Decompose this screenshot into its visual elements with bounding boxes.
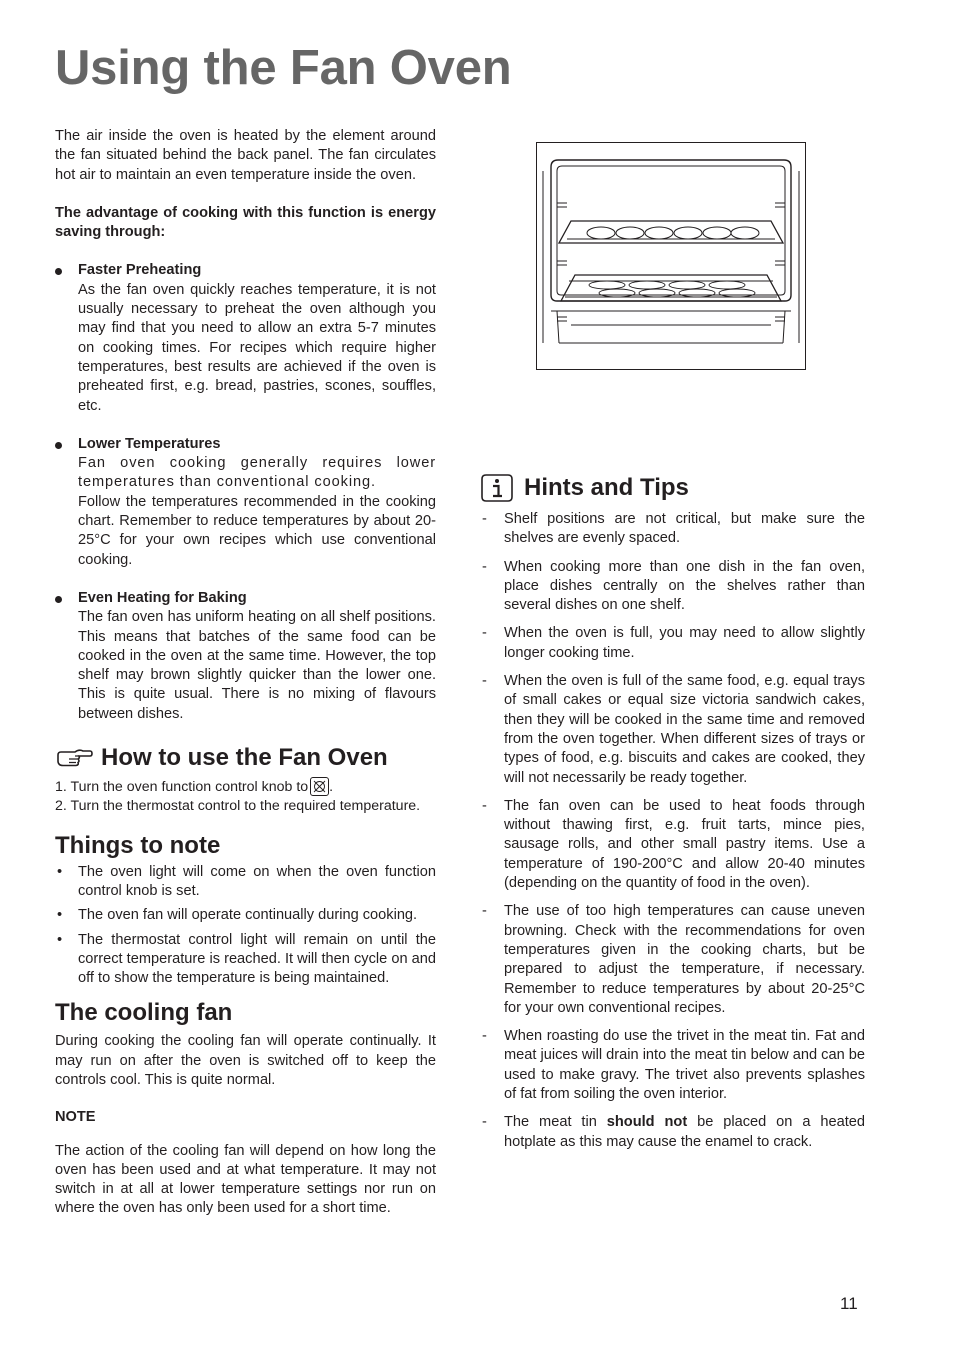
cooling-text: During cooking the cooling fan will operate continually. It may run on after the oven is switched off to keep the controls cool. This is quite normal.	[55, 1033, 436, 1088]
list-item: • The thermostat control light will remain on until the correct temperature is reached. It will then cycle on and off to show the temperature is being maintained.	[57, 931, 436, 987]
note-text: The action of the cooling fan will depend on how long the oven has been used and at what temperature. It may not switch in at all at lower temperature settings nor run on where the oven has only been used for a short time.	[55, 1142, 436, 1217]
advantage-text: The fan oven has uniform heating on all shelf positions. This means that batches of the same food can be cooked in the oven at the same time. However, the top shelf may brown slightly quicker than the lower one. This is quite usual. There is no mixing of flavours between dishes.	[78, 609, 436, 722]
list-item: - Shelf positions are not critical, but make sure the shelves are evenly spaced.	[482, 511, 865, 547]
info-icon	[480, 472, 514, 504]
advantage-text: As the fan oven quickly reaches temperature, it is not usually necessary to preheat the oven although you may find that you need to allow an extra 5-7 minutes on cooking times. For recipes which require higher temperatures, best results are achieved if the oven is preheated first, e.g. bread, pastries, scones, souffles, etc.	[78, 281, 436, 414]
cooling-heading: The cooling fan	[55, 999, 233, 1027]
how-to-steps	[55, 777, 436, 817]
bullet-dot	[55, 442, 62, 449]
advantage-text: Fan oven cooking generally requires lower temperatures than conventional cooking.	[78, 455, 436, 491]
how-to-heading-row	[55, 743, 436, 773]
intro-paragraph: The air inside the oven is heated by the element around the fan situated behind the back panel. The fan circulates hot air to maintain an even temperature inside the oven.	[55, 128, 436, 183]
hints-heading: Hints and Tips	[524, 474, 689, 501]
bullet-dot	[55, 596, 62, 603]
advantage-item	[55, 589, 436, 724]
right-column	[480, 472, 865, 1161]
fan-oven-symbol-icon	[310, 777, 329, 796]
list-item: • The oven light will come on when the oven function control knob is set.	[57, 863, 436, 899]
list-item: - When the oven is full of the same food, e.g. equal trays of small cakes or equal size victoria sandwich cakes, then they will be cooked in the same time and removed from the oven together. When different sizes of trays or types of food, e.g. biscuits and cakes are cooked, they will not necessarily be ready together.	[482, 673, 865, 786]
things-list	[55, 863, 436, 989]
advantage-item	[55, 435, 436, 570]
advantage-heading: Even Heating for Baking	[78, 589, 247, 606]
note-label: NOTE	[55, 1109, 96, 1126]
advantage-heading: Faster Preheating	[78, 262, 202, 279]
advantage-paragraph: The advantage of cooking with this function is energy saving through:	[55, 204, 436, 241]
list-item: - The use of too high temperatures can cause uneven browning. Check with the recommendations for oven temperatures given in the cooking charts, but be prepared to adjust the temperature, if necessary. Remember to reduce temperatures by about 20-25°C for your own conventional recipes.	[482, 903, 865, 1016]
list-item: - The fan oven can be used to heat foods through without thawing first, e.g. fruit tarts, mince pies, sausage rolls, and other small pastry items. Use a temperature of 190-200°C and allow 20-40 minutes (depending on the quantity of food in the oven).	[482, 797, 865, 892]
step-2: 2. Turn the thermostat control to the required temperature.	[55, 798, 421, 815]
hints-heading-row	[480, 472, 865, 504]
list-item: - When the oven is full, you may need to allow slightly longer cooking time.	[482, 625, 865, 661]
pointing-hand-icon	[55, 747, 93, 769]
oven-illustration	[536, 142, 806, 370]
page-title: Using the Fan Oven	[55, 41, 512, 95]
list-item: - The meat tin should not be placed on a heated hotplate as this may cause the enamel to crack.	[482, 1114, 865, 1150]
list-item: - When cooking more than one dish in the fan oven, place dishes centrally on the shelves rather than several dishes on one shelf.	[482, 558, 865, 614]
advantage-item	[55, 261, 436, 415]
how-to-heading: How to use the Fan Oven	[101, 744, 388, 772]
left-column	[55, 127, 436, 1219]
page-number: 11	[840, 1294, 858, 1313]
things-heading: Things to note	[55, 831, 221, 859]
hints-list	[480, 510, 865, 1152]
oven-interior-drawing	[537, 143, 805, 369]
advantage-text: Follow the temperatures recommended in the cooking chart. Remember to reduce temperatures by about 20-25°C for your own recipes which use conventional cooking.	[78, 493, 436, 568]
bullet-dot	[55, 268, 62, 275]
list-item: - When roasting do use the trivet in the meat tin. Fat and meat juices will drain into the meat tin below and can be used to make gravy. The trivet also prevents splashes of fat from soiling the oven interior.	[482, 1028, 865, 1103]
list-item: • The oven fan will operate continually during cooking.	[57, 907, 418, 924]
advantage-heading: Lower Temperatures	[78, 435, 221, 452]
step-1: 1. Turn the oven function control knob to .	[55, 779, 334, 796]
